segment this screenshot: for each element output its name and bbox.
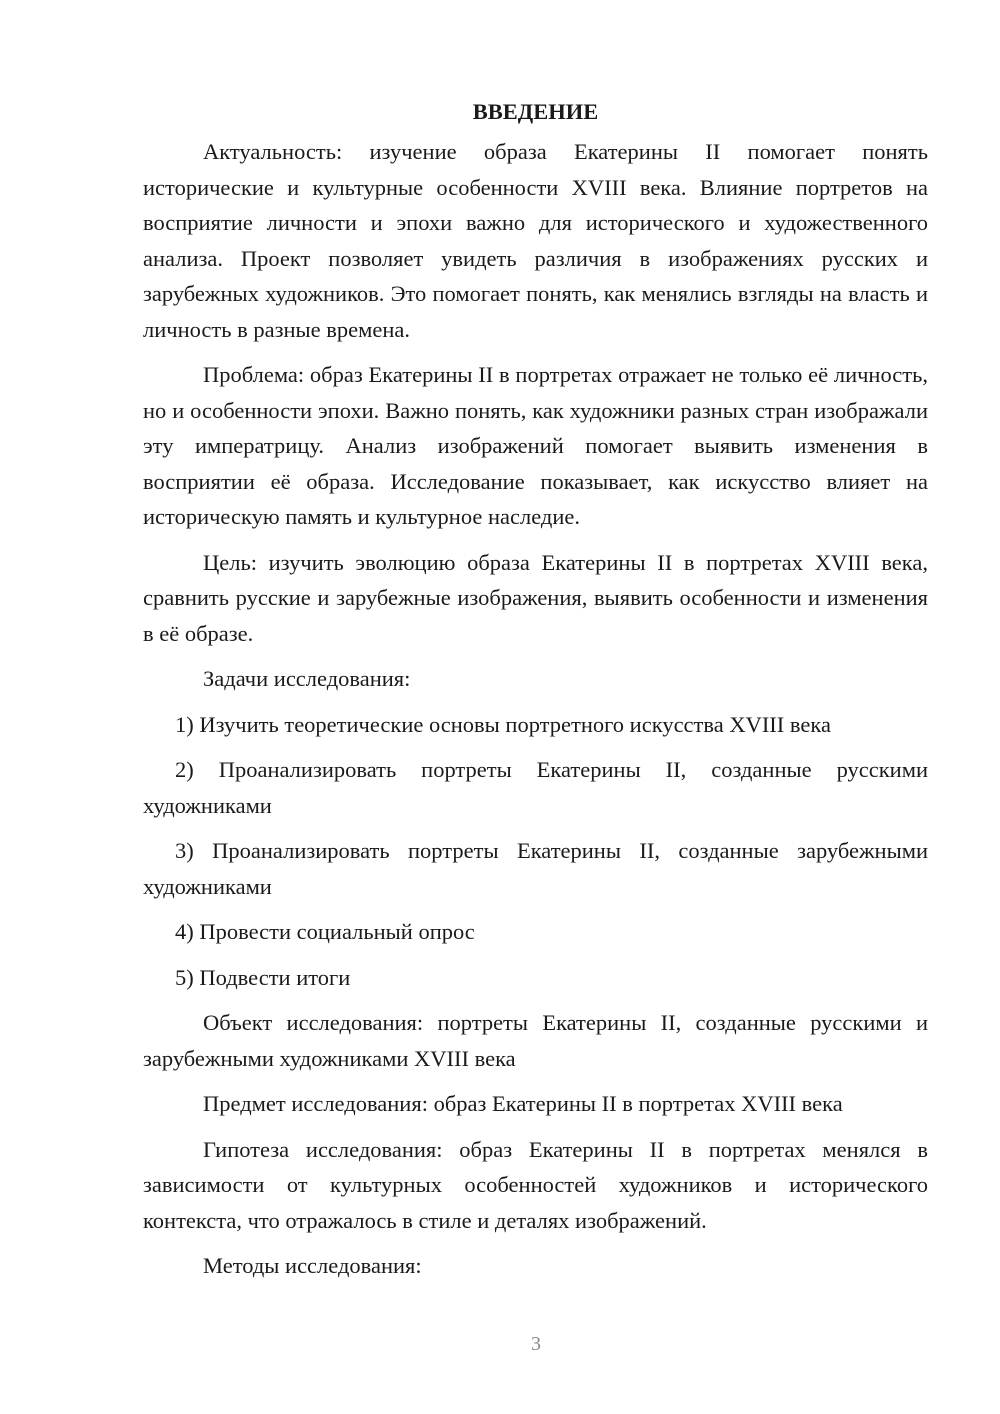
- goal-paragraph: Цель: изучить эволюцию образа Екатерины II в портретах XVIII века, сравнить русские и зарубежные изображения, выявить особенности и изменения в её образе.: [143, 549, 928, 646]
- methods-paragraph: Методы исследования:: [203, 1253, 422, 1278]
- page-content: [143, 94, 928, 1294]
- task-item-3: 3) Проанализировать портреты Екатерины II, созданные зарубежными художниками: [143, 838, 928, 899]
- relevance-paragraph: Актуальность: изучение образа Екатерины II помогает понять исторические и культурные особенности XVIII века. Влияние портретов на восприятие личности и эпохи важно для исторического и художественного анализа. Проект позволяет увидеть различия в изображениях русских и зарубежных художников. Это помогает понять, как менялись взгляды на власть и личность в разные времена.: [143, 139, 928, 342]
- tasks-intro: Задачи исследования:: [203, 666, 411, 691]
- object-paragraph: Объект исследования: портреты Екатерины II, созданные русскими и зарубежными художниками XVIII века: [143, 1010, 928, 1071]
- problem-paragraph: Проблема: образ Екатерины II в портретах отражает не только её личность, но и особенности эпохи. Важно понять, как художники разных стран изображали эту императрицу. Анализ изображений помогает выявить изменения в восприятии её образа. Исследование показывает, как искусство влияет на историческую память и культурное наследие.: [143, 362, 928, 529]
- hypothesis-paragraph: Гипотеза исследования: образ Екатерины II в портретах менялся в зависимости от культурных особенностей художников и исторического контекста, что отражалось в стиле и деталях изображений.: [143, 1136, 928, 1233]
- task-item-1: 1) Изучить теоретические основы портретного искусства XVIII века: [175, 711, 831, 737]
- subject-paragraph: Предмет исследования: образ Екатерины II в портретах XVIII века: [203, 1091, 843, 1116]
- section-heading: ВВЕДЕНИЕ: [472, 99, 599, 124]
- page-number: 3: [531, 1333, 541, 1355]
- task-item-5: 5) Подвести итоги: [175, 964, 351, 990]
- task-item-4: 4) Провести социальный опрос: [175, 919, 475, 944]
- task-item-2: 2) Проанализировать портреты Екатерины II, созданные русскими художниками: [143, 757, 928, 818]
